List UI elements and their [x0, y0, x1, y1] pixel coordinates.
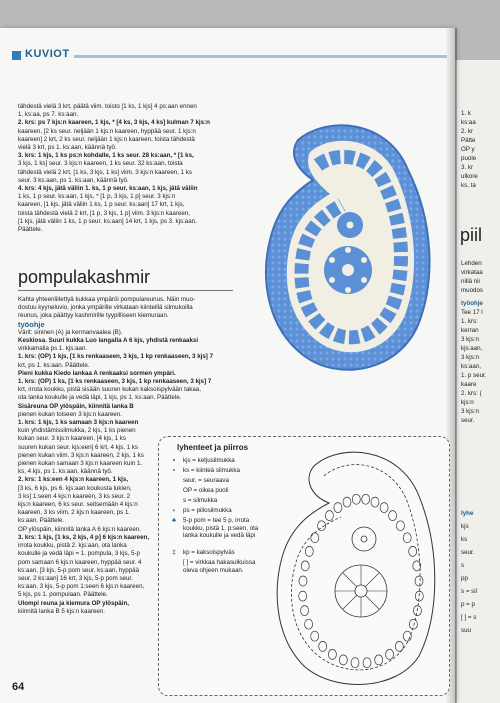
right-page-text-line: s = sil: [461, 588, 477, 595]
text-line: ks:aan. Päättele.: [18, 517, 65, 525]
text-line: Kahta yhteenliitettyä kukkaa ympäröi pompulareunus. Näin muo-: [18, 296, 196, 303]
crochet-paisley-photo: [258, 110, 443, 385]
puff-stitch-symbol: [334, 503, 342, 513]
right-page-text-line: 3 kjs:n: [461, 354, 479, 361]
puff-stitch-symbol: [305, 546, 313, 556]
puff-stitch-symbol: [409, 619, 417, 629]
right-page-text-line: virkataa: [461, 269, 483, 276]
puff-stitch-symbol: [396, 521, 404, 531]
text-line: krt, ps 1. ks:aan. Päättele.: [18, 361, 90, 369]
text-line: 3 ks] 1:seen 4 kjs:n kaareen, 3 ks seur. 2: [18, 492, 131, 500]
text-line: ks, 4 kjs, ps 1. ks:aan, käännä työ.: [18, 468, 113, 476]
section-title: KUVIOT: [25, 48, 70, 60]
text-line: krt, irrota koukku, pistä sisään suuren kukan kaksoispylvään takaa,: [18, 386, 201, 394]
puff-stitch-symbol: [299, 591, 307, 601]
right-page-text-line: kaare: [461, 381, 477, 388]
legend-symbol-icon: ∘: [172, 457, 176, 464]
puff-stitch-symbol: [301, 561, 309, 571]
text-line: ks:aan, 3 kjs, 5-p pom 1:seen 6 kjs:n kaareen,: [18, 583, 145, 591]
text-line: irrota koukku, pistä 2. kjs:aan, ota lanka: [18, 542, 127, 550]
legend-text: kp = kaksoispylväs: [183, 549, 235, 556]
right-page-text-line: seur.: [461, 549, 475, 556]
puff-stitch-symbol: [362, 494, 370, 504]
text-line: 4. krs: 4 kjs, jätä väliin 1. ks, 1 p seur. ks:aan, 1 kjs, jätä väliin: [18, 185, 198, 193]
text-line: Värit: sininen (A) ja kermanvaalea (B).: [18, 328, 123, 336]
text-line: seur. 2 ks:aan] 16 krt, 3 kjs, 5-p pom seur.: [18, 574, 133, 582]
text-line: 1. krs: (OP) 1 ks, [1 ks renkaaseen, 3 kjs, 1 kp renkaaseen, 3 kjs] 7: [18, 378, 212, 386]
right-page-text-line: työohje: [461, 300, 484, 307]
page-number: 64: [12, 681, 25, 693]
text-line: 1 ks, 1 p seur. ks:aan, 1 kjs, * [1 p, 3 kjs, 1 p] seur. 3 kjs:n: [18, 193, 176, 201]
puff-stitch-symbol: [343, 497, 351, 507]
legend-symbol-icon: ♣: [171, 517, 177, 524]
legend-title: lyhenteet ja piirros: [177, 443, 249, 452]
text-line: [1 kjs, jätä väliin 1 ks, 1 p seur. ks:aan] 14 krt, 1 kjs, ps 3. kjs:aan.: [18, 217, 197, 225]
right-page-text-line: p = p: [461, 601, 475, 608]
puff-stitch-symbol: [299, 576, 307, 586]
right-page-text-line: nillä nii: [461, 278, 480, 285]
legend-item: [169, 477, 263, 485]
right-page-text-line: seur.: [461, 417, 475, 424]
text-line: vielä 3 krt, ps 1. ks:aan, käännä työ.: [18, 144, 117, 152]
right-page-text-line: 3. kr: [461, 164, 474, 171]
right-page-text-line: kerran: [461, 327, 479, 334]
section-rule: [74, 55, 447, 58]
legend-text: OP = oikea puoli: [183, 487, 229, 494]
text-line: Päättele.: [18, 226, 43, 234]
text-line: 1. krs: 1 kjs, 1 ks samaan 3 kjs:n kaareen: [18, 419, 139, 427]
text-line: kaareen, [1 kjs, jätä väliin 1 ks, 1 p seur. ks:aan] 17 krt, 1 kjs,: [18, 201, 185, 209]
puff-stitch-symbol: [386, 649, 394, 659]
legend-item: [169, 457, 263, 465]
text-line: virkkamalla ps 1. kjs:aan.: [18, 345, 88, 353]
legend-item: [169, 507, 263, 515]
right-page-text-line: 1. p seur.: [461, 372, 487, 379]
puff-stitch-symbol: [395, 641, 403, 651]
text-line: 2. krs: ps 7 kjs:n kaareen, 1 kjs, * [4 ks, 3 kjs, 4 ks] kulman 7 kjs:n: [18, 119, 210, 127]
right-page-text-line: OP y: [461, 146, 475, 153]
text-line: reunus, joka päättyy kashmirille tyypilliseen kiemuraan.: [18, 312, 169, 320]
text-line: [3 ks, 6 kjs, ps 6. kjs:aan koukusta lukien,: [18, 484, 132, 492]
text-line: 3. krs: 1 kjs, [1 ks, 2 kjs, 4 p] 6 kjs:n kaareen,: [18, 533, 150, 541]
legend-text: s = silmukka: [183, 497, 218, 504]
text-line: ks:aan, [3 kjs, 5-p pom seur. ks:aan, hyppää: [18, 566, 140, 574]
text-line: kaareen, 3 ks viim. 2 kjs:n kaareen, ps 1.: [18, 509, 131, 517]
right-page: [455, 60, 500, 703]
puff-stitch-symbol: [325, 511, 333, 521]
right-page-text-line: muodos: [461, 287, 484, 294]
legend-item: [169, 467, 263, 475]
legend-symbol-icon: ◗: [172, 507, 176, 514]
right-page-text-line: Pätte: [461, 137, 476, 144]
right-page-text-line: suu: [461, 627, 471, 634]
heading-rule: [18, 290, 233, 291]
text-line: seur. 3 ks:aan, ps 1. ks:aan, käännä työ.: [18, 176, 129, 184]
legend-box: [158, 436, 450, 696]
text-line: tähdestä vielä 2 krt, [1 ks, 3 kjs, 1 ks] viim. 3 kjs:n kaareen, 1 ks: [18, 168, 193, 176]
right-page-text-line: pp: [461, 575, 468, 582]
right-page-text-line: ulkore: [461, 173, 478, 180]
right-page-text-line: puole: [461, 155, 477, 162]
right-page-text-line: 2. kr: [461, 128, 474, 135]
legend-text: ps = piilosilmukka: [183, 507, 232, 514]
text-line: pienen kukan viim. 3 kjs:n kaareen, 2 kjs, 1 ks: [18, 451, 144, 459]
text-line: 3 kjs, 1 ks] seur. 3 kjs:n kaareen, 1 ks seur. 32 ks:aan, toista: [18, 160, 183, 168]
legend-symbol-icon: •: [172, 467, 176, 474]
legend-text: [ ] = virkkaa hakasulkuissa oleva ohjeen mukaan.: [183, 559, 256, 574]
text-line: Pieni kukka Kiedo lankaa A renkaaksi sormen ympäri.: [18, 369, 176, 377]
puff-stitch-symbol: [403, 533, 411, 543]
legend-item: [169, 517, 263, 540]
text-line: kaareen] 2 krt, 2 ks seur. neljään 1 kjs:n kaareen, toista tähdestä: [18, 135, 195, 143]
puff-stitch-symbol: [403, 631, 411, 641]
legend-text: kjs = ketjusilmukka: [183, 457, 235, 464]
text-line: pienen kukan samaan 3 kjs:n kaareen kuin 1.: [18, 460, 143, 468]
text-line: suuren kukan seur. kjs:een] 6 krt, 4 kjs, 1 ks: [18, 443, 139, 451]
puff-stitch-symbol: [415, 576, 423, 586]
text-line: 1. krs: (OP) 1 kjs, [1 ks renkaaseen, 3 kjs, 1 kp renkaaseen, 3 kjs] 7: [18, 353, 214, 361]
legend-symbol-icon: ‡: [172, 549, 176, 556]
legend-text: 5-p pom = tee 5 p, irrota koukku, pistä 1. p:seen, ota lanka koukulle ja vedä läpi: [183, 517, 259, 540]
legend-text: ks = kiinteä silmukka: [183, 467, 240, 474]
right-page-heading: piil: [460, 225, 483, 245]
right-page-text-line: kjs: [461, 523, 469, 530]
right-page-text-line: [ ] = s: [461, 614, 477, 621]
text-line: koukulle ja vedä läpi = 1. pompula, 3 kjs, 5-p: [18, 550, 140, 558]
text-line: OP ylöspäin, kiinnitä lanka A 6 kjs:n kaareen.: [18, 525, 142, 533]
puff-stitch-symbol: [301, 606, 309, 616]
right-page-text-line: s: [461, 562, 465, 569]
puff-stitch-symbol: [351, 658, 359, 668]
text-line: 2. krs: 1 ks:een 4 kjs:n kaareen, 1 kjs,: [18, 476, 129, 484]
text-line: Sisäreuna OP ylöspäin, kiinnitä lanka B: [18, 402, 134, 410]
puff-stitch-symbol: [311, 533, 319, 543]
right-page-text-line: ks:aa: [461, 119, 476, 126]
text-line: pom samaan 6 kjs:n kaareen, hyppää seur. 4: [18, 558, 142, 566]
right-page-text-line: kjs:n: [461, 399, 474, 406]
puff-stitch-symbol: [375, 655, 383, 665]
pattern-heading: pompulakashmir: [18, 267, 151, 287]
text-line: 3. krs: 1 kjs, 1 ks ps:n kohdalle, 1 ks seur. 28 ks:aan, * [1 ks,: [18, 152, 194, 160]
puff-stitch-symbol: [319, 641, 327, 651]
puff-stitch-symbol: [371, 497, 379, 507]
right-page-text-line: 1. krs:: [461, 318, 478, 325]
text-line: toista tähdestä vielä 2 krt, [1 p, 3 kjs, 1 p] viim. 3 kjs:n kaareen,: [18, 209, 190, 217]
puff-stitch-symbol: [311, 631, 319, 641]
text-line: dostuu kyyneluvio, jonka ympärille virkataan kiinteillä silmukoilla: [18, 304, 193, 312]
right-page-text-line: Tee 17 l: [461, 309, 483, 316]
crochet-chart-diagram: [269, 441, 444, 691]
puff-stitch-symbol: [380, 503, 388, 513]
legend-item: [169, 559, 263, 574]
text-line: pienen kukan toiseen 3 kjs:n kaareen.: [18, 410, 122, 418]
puff-stitch-symbol: [328, 649, 336, 659]
text-line: Keskiosa. Suuri kukka Luo langalla A 6 kjs, yhdistä renkaaksi: [18, 337, 199, 345]
right-page-text-line: kjs:aan,: [461, 345, 483, 352]
right-page-text-line: ks: [461, 536, 468, 543]
text-line: ota lanka koukulle ja vedä läpi, 1 kjs, ps 1. ks:aan. Päättele.: [18, 394, 182, 402]
puff-stitch-symbol: [352, 494, 360, 504]
section-square-icon: [12, 51, 21, 60]
puff-stitch-symbol: [389, 511, 397, 521]
right-page-text-line: 1. k: [461, 110, 471, 117]
text-line: kukan seur. 3 kjs:n kaareen, [4 kjs, 1 ks: [18, 435, 126, 443]
right-page-text-line: 2. krs: (: [461, 390, 482, 397]
right-page-text-line: ks:aan,: [461, 363, 481, 370]
text-line: kuin yhdistämissilmukka, 2 kjs, 1 ks pienen: [18, 427, 136, 435]
section-header: [12, 47, 447, 65]
legend-item: [169, 497, 263, 505]
legend-item: [169, 487, 263, 495]
right-page-text-line: 3 kjs:n: [461, 408, 479, 415]
puff-stitch-symbol: [409, 546, 417, 556]
legend-text: seur. = seuraava: [183, 477, 229, 484]
right-page-text-line: 3 kjs:n: [461, 336, 479, 343]
text-line: kjs:n kaareen, 6 ks seur. seitsemään 4 kjs:n: [18, 501, 138, 509]
text-line: kaareen, [2 ks seur. neljään 1 kjs:n kaareen, hyppää seur. 1 kjs:n: [18, 127, 196, 135]
text-line: 1. ks:aa, ps 7. ks:aan.: [18, 111, 79, 119]
right-page-text-line: lyhe: [461, 510, 474, 517]
puff-stitch-symbol: [363, 658, 371, 668]
puff-stitch-symbol: [305, 619, 313, 629]
puff-stitch-symbol: [339, 655, 347, 665]
text-line: kiinnitä lanka B 5 kjs:n kaareen.: [18, 607, 106, 615]
right-page-text-line: Lehden: [461, 260, 482, 267]
intro-text: [18, 103, 253, 234]
text-line: tähdestä vielä 3 krt, päätä viim. toisto [1 ks, 1 kjs] 4 ps:aan ennen: [18, 103, 197, 110]
text-line: Ulompi reuna ja kiemura OP ylöspäin,: [18, 599, 129, 607]
legend-item: [169, 549, 263, 557]
right-page-text-line: ks, ta: [461, 182, 476, 189]
text-line: työohje: [18, 319, 45, 329]
text-line: 5 kjs, ps 1. pompulaan. Päättele.: [18, 591, 108, 599]
